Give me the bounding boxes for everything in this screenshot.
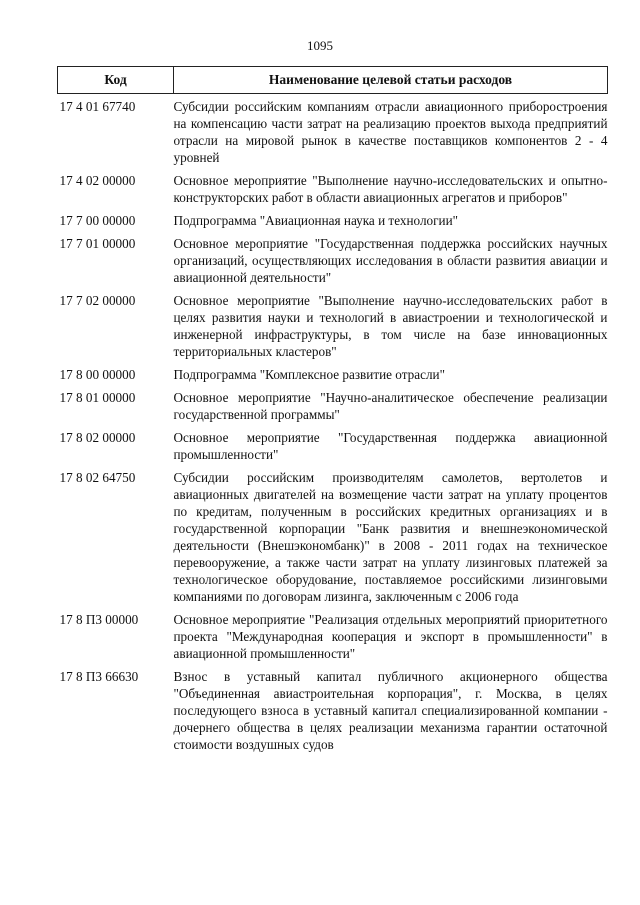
table-row	[58, 605, 608, 662]
row-name: Основное мероприятие "Государственная поддержка российских научных организаций, осуществляющих исследования в области развития авиации и авиационной деятельности"	[173, 236, 608, 285]
budget-table	[57, 66, 608, 753]
row-code: 17 8 00 00000	[59, 367, 136, 382]
row-code: 17 7 01 00000	[59, 236, 136, 251]
table-row	[58, 166, 608, 206]
row-name: Основное мероприятие "Реализация отдельных мероприятий приоритетного проекта "Международная кооперация и экспорт в промышленности" в авиационной промышленности"	[173, 612, 608, 661]
table-row	[58, 94, 608, 167]
table-row	[58, 463, 608, 605]
row-name: Основное мероприятие "Государственная поддержка авиационной промышленности"	[173, 430, 608, 462]
row-code: 17 8 П3 66630	[59, 669, 139, 684]
row-name: Субсидии российским компаниям отрасли авиационного приборостроения на компенсацию части затрат на реализацию проектов выхода предприятий отрасли на мировой рынок в качестве поставщиков компонентов 2 - 4 уровней	[173, 99, 608, 165]
row-name: Основное мероприятие "Выполнение научно-исследовательских и опытно-конструкторских работ в области авиационных агрегатов и приборов"	[173, 173, 608, 205]
row-code: 17 4 02 00000	[59, 173, 136, 188]
row-name: Подпрограмма "Авиационная наука и технологии"	[173, 213, 459, 228]
row-code: 17 7 00 00000	[59, 213, 136, 228]
row-code: 17 4 01 67740	[59, 99, 136, 114]
row-code: 17 8 01 00000	[59, 390, 136, 405]
table-row	[58, 229, 608, 286]
row-code: 17 8 02 64750	[59, 470, 136, 485]
page-number: 1095	[307, 38, 333, 53]
table-row	[58, 286, 608, 360]
row-name: Основное мероприятие "Научно-аналитическое обеспечение реализации государственной программы"	[173, 390, 608, 422]
row-code: 17 8 02 00000	[59, 430, 136, 445]
table-row	[58, 360, 608, 383]
row-code: 17 7 02 00000	[59, 293, 136, 308]
table-row	[58, 423, 608, 463]
row-code: 17 8 П3 00000	[59, 612, 139, 627]
row-name: Субсидии российским производителям самолетов, вертолетов и авиационных двигателей на возмещение части затрат на уплату процентов по кредитам, полученным в российских кредитных организациях и в государственной корпорации "Банк развития и внешнеэкономической деятельности (Внешэкономбанк)" в 2008 - 2011 годах на техническое перевооружение, а также части затрат на уплату лизинговых платежей за технологическое оборудование, поставляемое российскими лизинговыми компаниями по договорам лизинга, заключенным с 2006 года	[173, 470, 608, 604]
column-header-code: Код	[58, 67, 174, 94]
row-name: Взнос в уставный капитал публичного акционерного общества "Объединенная авиастроительная корпорация", г. Москва, в целях последующего взноса в уставный капитал специализированной компании - дочернего общества в целях реализации механизма гарантии остаточной стоимости воздушных судов	[173, 669, 608, 752]
column-header-name: Наименование целевой статьи расходов	[174, 67, 608, 94]
table-header-row	[58, 67, 608, 94]
table-row	[58, 206, 608, 229]
row-name: Подпрограмма "Комплексное развитие отрасли"	[173, 367, 445, 382]
row-name: Основное мероприятие "Выполнение научно-исследовательских работ в целях развития науки и технологий в авиастроении и технологической и инженерной инфраструктуры, в том числе на базе инновационных территориальных кластеров"	[173, 293, 608, 359]
table-row	[58, 662, 608, 753]
table-row	[58, 383, 608, 423]
